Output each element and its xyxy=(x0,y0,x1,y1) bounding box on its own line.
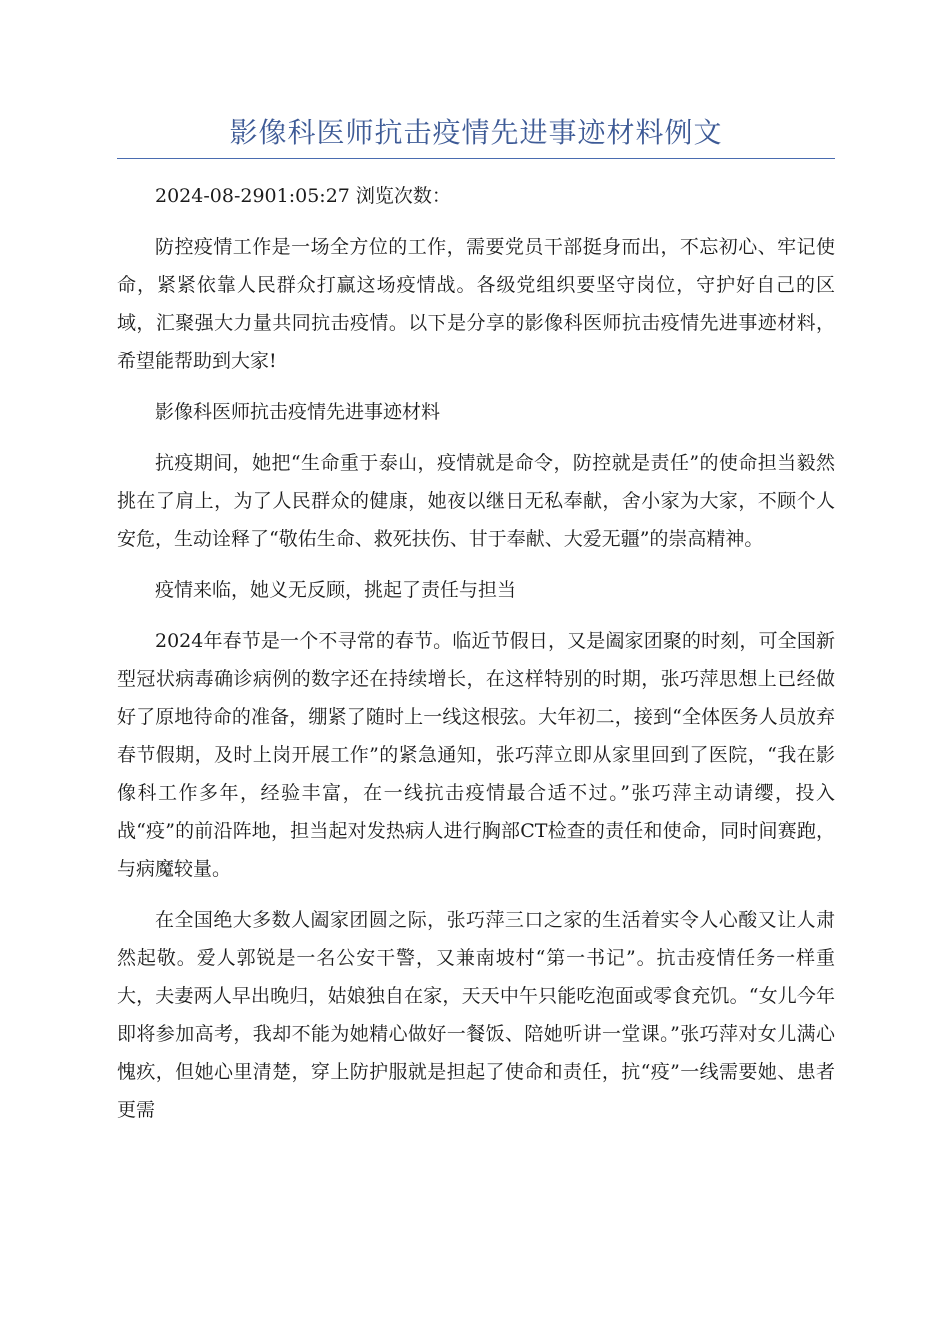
document-page xyxy=(117,108,835,1129)
body-paragraph: 2024年春节是一个不寻常的春节。临近节假日，又是阖家团聚的时刻，可全国新型冠状病毒确诊病例的数字还在持续增长，在这样特别的时期，张巧萍思想上已经做好了原地待命的准备，绷紧了随时上一线这根弦。大年初二，接到“全体医务人员放弃春节假期，及时上岗开展工作”的紧急通知，张巧萍立即从家里回到了医院，“我在影像科工作多年，经验丰富，在一线抗击疫情最合适不过。”张巧萍主动请缨，投入战“疫”的前沿阵地，担当起对发热病人进行胸部CT检查的责任和使命，同时间赛跑，与病魔较量。 xyxy=(117,630,835,880)
title-underline xyxy=(117,158,835,159)
publish-meta: 2024-08-2901:05:27 浏览次数： xyxy=(155,185,451,207)
section-heading: 影像科医师抗击疫情先进事迹材料 xyxy=(155,401,441,423)
document-title: 影像科医师抗击疫情先进事迹材料例文 xyxy=(229,116,723,149)
body-paragraph: 在全国绝大多数人阖家团圆之际，张巧萍三口之家的生活着实令人心酸又让人肃然起敬。爱人郭锐是一名公安干警，又兼南坡村“第一书记”。抗击疫情任务一样重大，夫妻两人早出晚归，姑娘独自在家，天天中午只能吃泡面或零食充饥。“女儿今年即将参加高考，我却不能为她精心做好一餐饭、陪她听讲一堂课。”张巧萍对女儿满心愧疚，但她心里清楚，穿上防护服就是担起了使命和责任，抗“疫”一线需要她、患者更需 xyxy=(117,909,835,1121)
body-paragraph: 抗疫期间，她把“生命重于泰山，疫情就是命令，防控就是责任”的使命担当毅然挑在了肩上，为了人民群众的健康，她夜以继日无私奉献，舍小家为大家，不顾个人安危，生动诠释了“敬佑生命、救死扶伤、甘于奉献、大爱无疆”的崇高精神。 xyxy=(117,452,835,550)
intro-paragraph: 防控疫情工作是一场全方位的工作，需要党员干部挺身而出，不忘初心、牢记使命，紧紧依靠人民群众打赢这场疫情战。各级党组织要坚守岗位，守护好自己的区域，汇聚强大力量共同抗击疫情。以下是分享的影像科医师抗击疫情先进事迹材料，希望能帮助到大家! xyxy=(117,236,835,372)
subsection-heading: 疫情来临，她义无反顾，挑起了责任与担当 xyxy=(155,579,517,601)
